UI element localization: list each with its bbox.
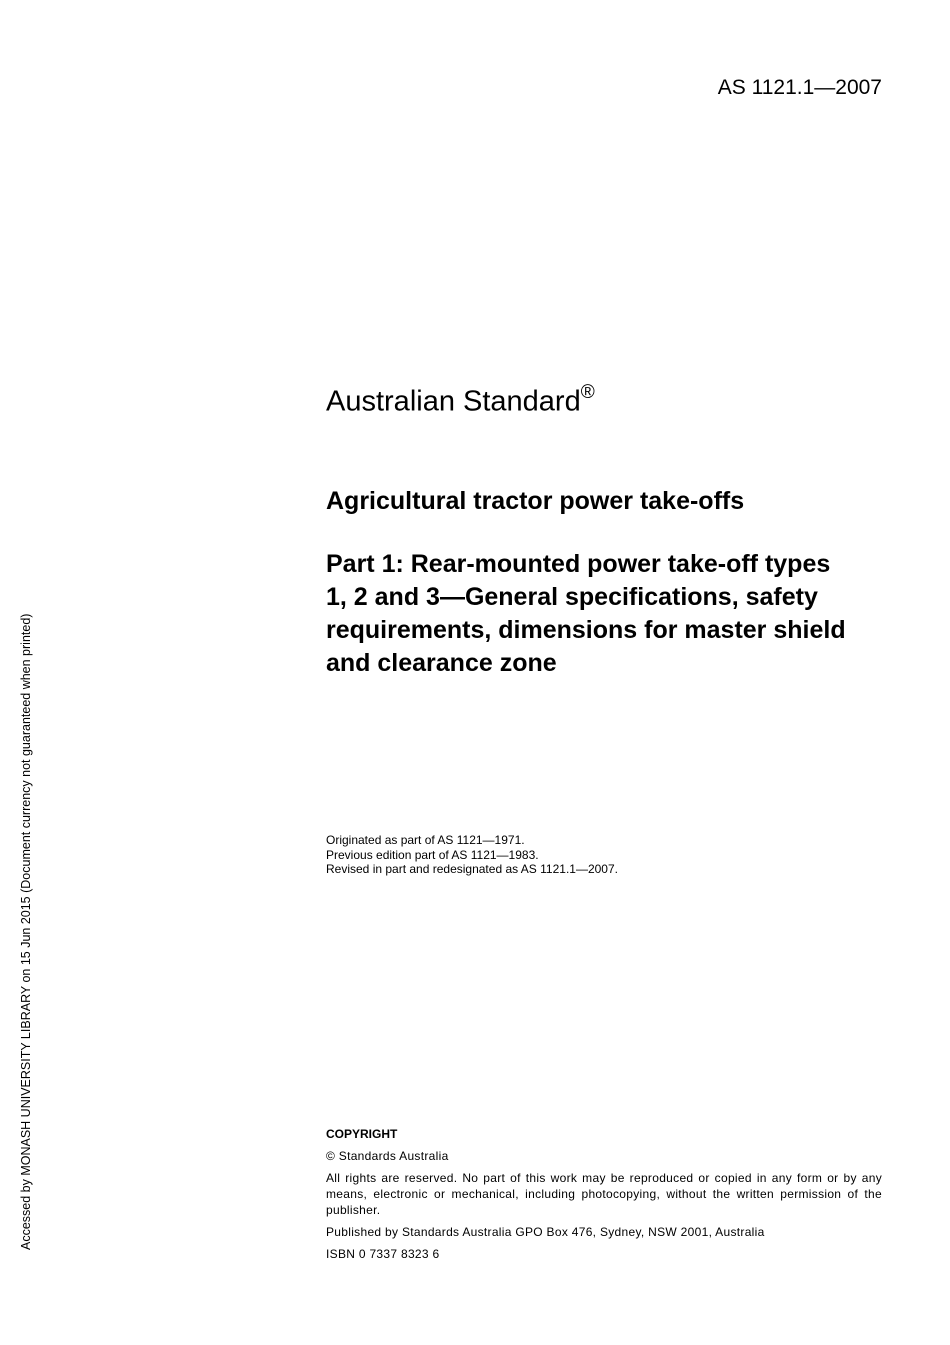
copyright-owner: © Standards Australia (326, 1149, 449, 1163)
standard-label-text: Australian Standard (326, 385, 581, 418)
isbn-line: ISBN 0 7337 8323 6 (326, 1247, 440, 1261)
access-note: Accessed by MONASH UNIVERSITY LIBRARY on 15 Jun 2015 (Document currency not guaranteed when printed) (19, 613, 33, 1250)
part-title: Part 1: Rear-mounted power take-off types 1, 2 and 3—General specifications, safety requirements, dimensions for master shield and clearance zone (326, 550, 846, 677)
document-number: AS 1121.1—2007 (717, 76, 882, 99)
registered-mark: ® (580, 382, 595, 403)
history-line: Originated as part of AS 1121—1971. (326, 833, 525, 847)
copyright-block (326, 1126, 882, 1268)
copyright-heading: COPYRIGHT (326, 1127, 398, 1141)
rights-statement: All rights are reserved. No part of this work may be reproduced or copied in any form or by any means, electronic or mechanical, including photocopying, without the written permission of the publisher. (326, 1171, 882, 1217)
document-title: Agricultural tractor power take-offs (326, 487, 745, 515)
standard-label (326, 378, 882, 419)
history-line: Previous edition part of AS 1121—1983. (326, 847, 539, 862)
publisher-line: Published by Standards Australia GPO Box 476, Sydney, NSW 2001, Australia (326, 1225, 765, 1239)
edition-history (326, 833, 882, 877)
history-line: Revised in part and redesignated as AS 1121.1—2007. (326, 862, 618, 876)
